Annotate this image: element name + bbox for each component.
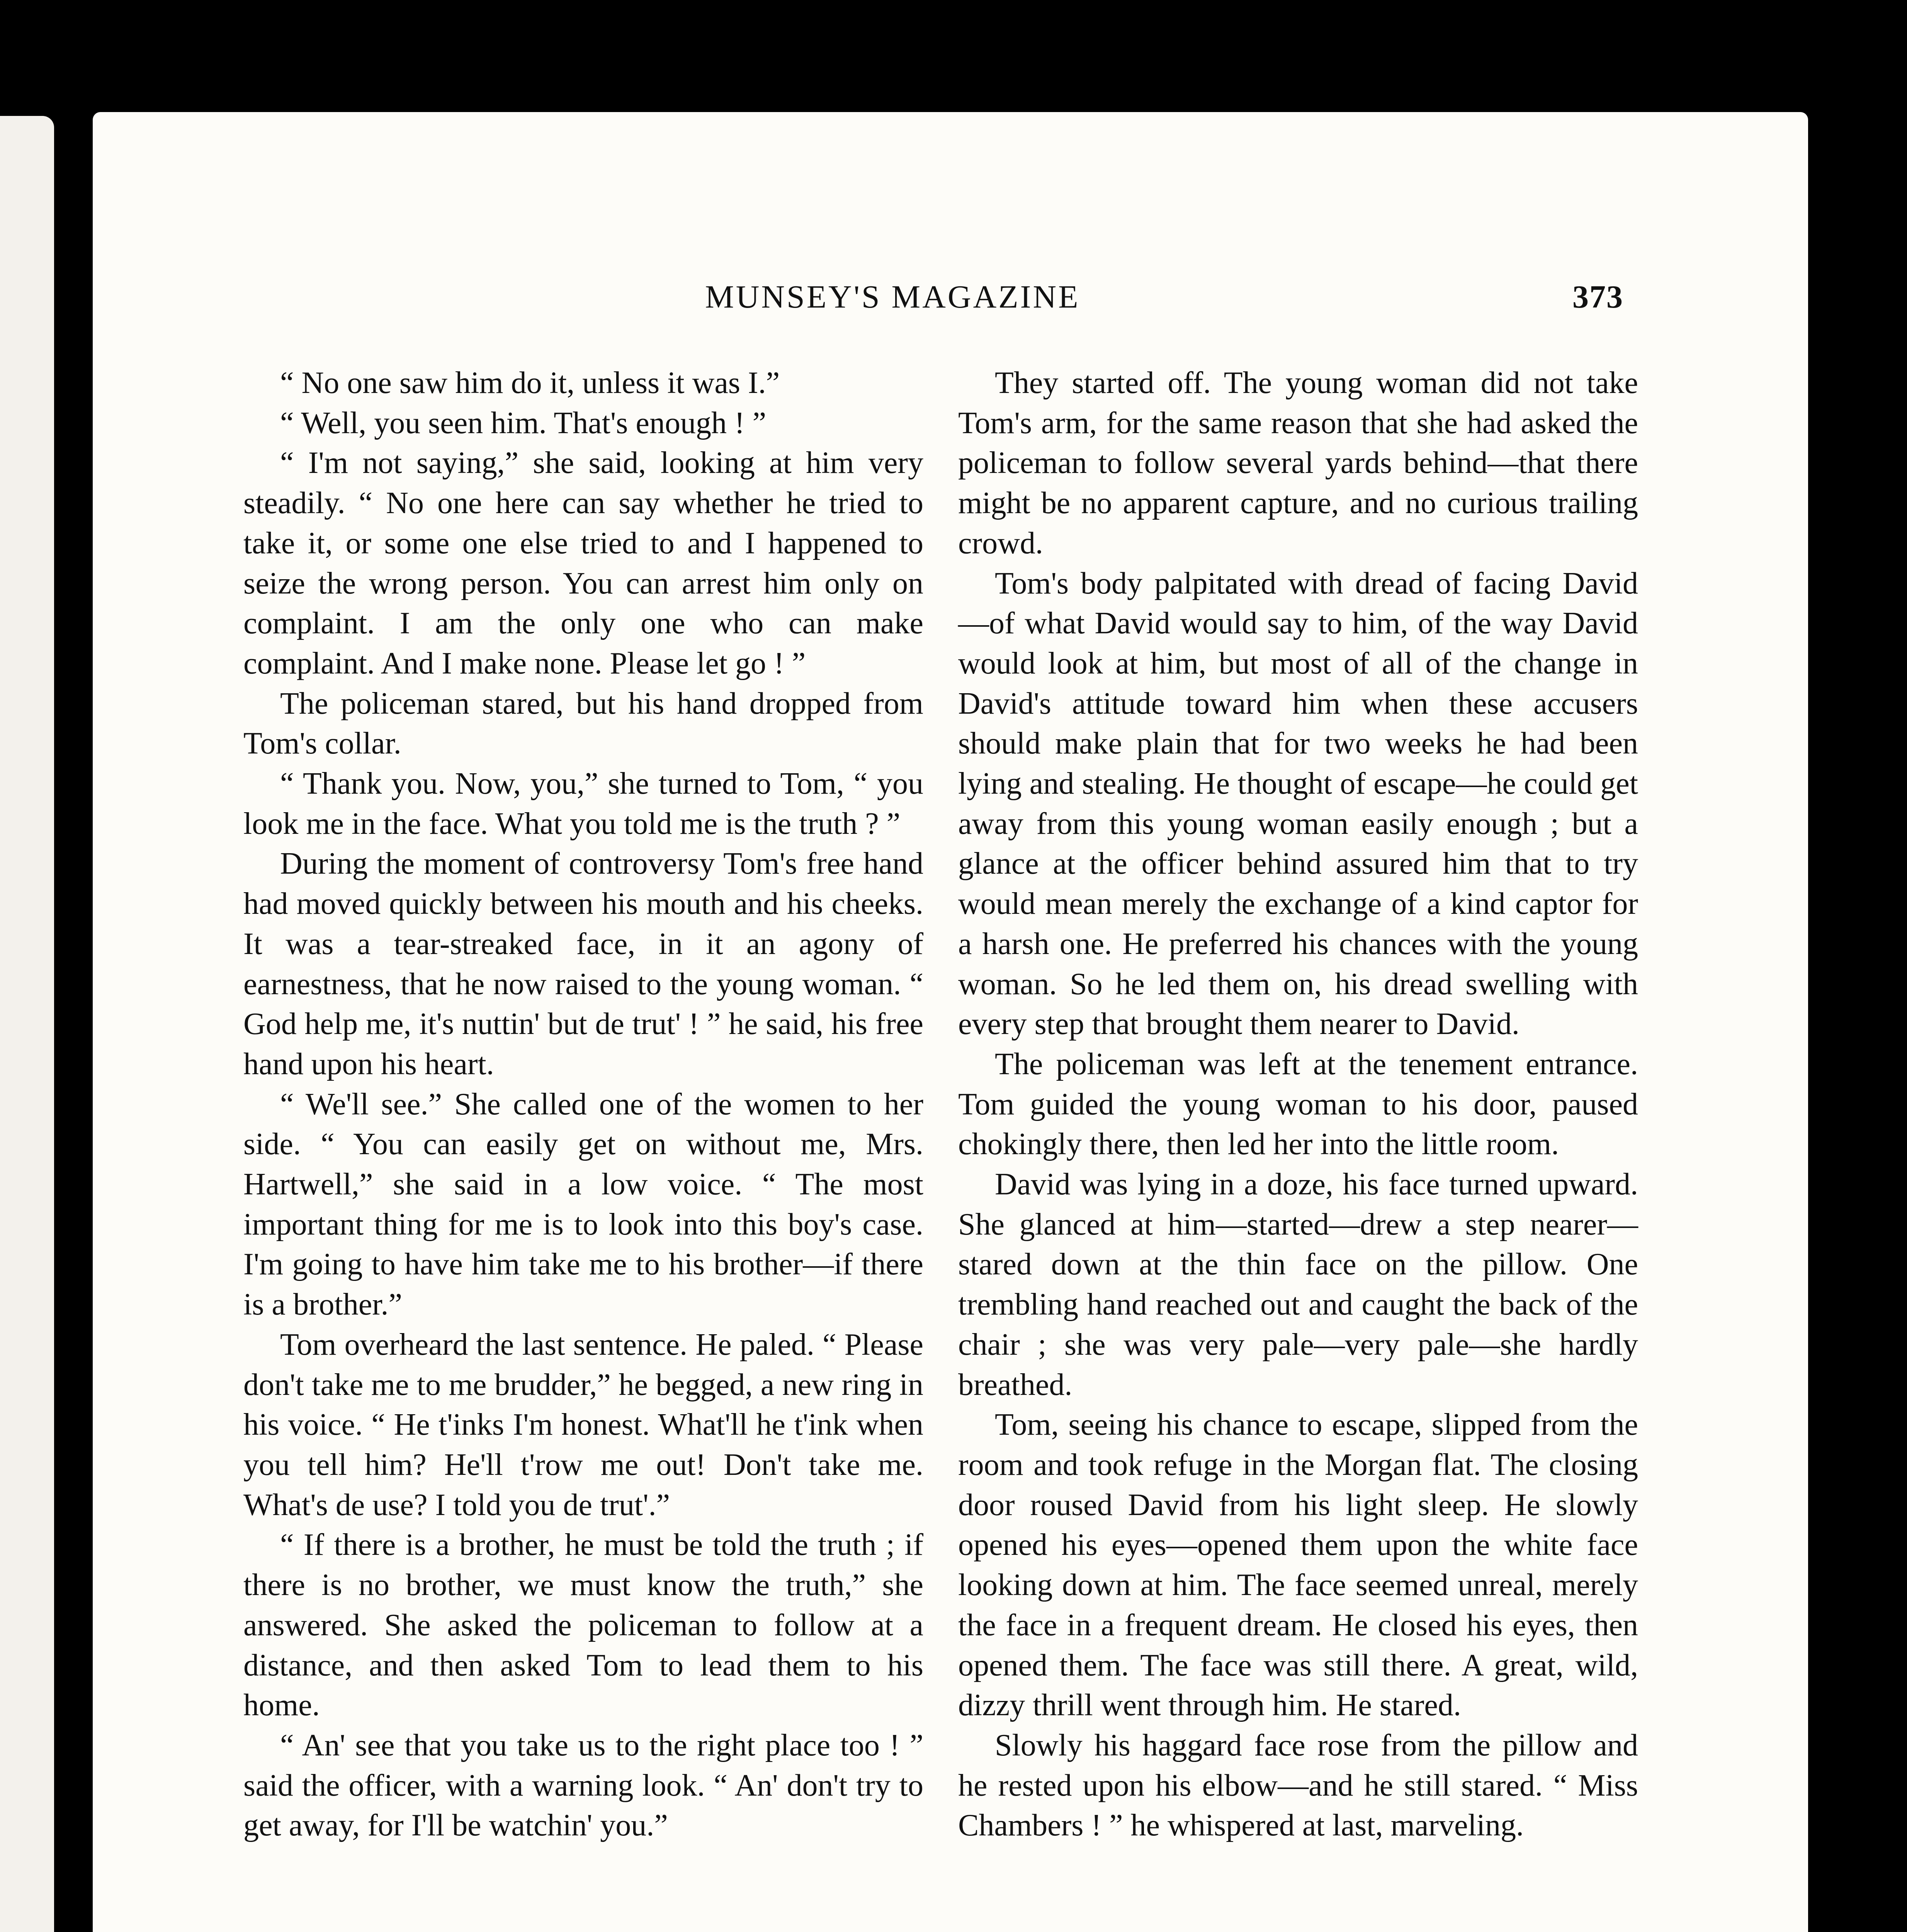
paragraph: “ No one saw him do it, unless it was I.” — [280, 366, 780, 400]
paragraph: The policeman stared, but his hand dropped from Tom's collar. — [243, 686, 923, 761]
magazine-page — [93, 112, 1808, 1932]
paragraph: “ An' see that you take us to the right place too ! ” said the officer, with a warning look. “ An' don't try to get away, for I'll be watchin' you.” — [243, 1728, 923, 1843]
paragraph: David was lying in a doze, his face turned upward. She glanced at him—started—drew a step nearer—stared down at the thin face on the pillow. One trembling hand reached out and caught the back of the chair ; she was very pale—very pale—she hardly breathed. — [958, 1167, 1638, 1402]
paragraph: Tom overheard the last sentence. He paled. “ Please don't take me to me brudder,” he begged, a new ring in his voice. “ He t'inks I'm honest. What'll he t'ink when you tell him? He'll t'row me out! Don't take me. What's de use? I told you de trut'.” — [243, 1327, 923, 1522]
magazine-title: MUNSEY'S MAGAZINE — [705, 279, 1080, 315]
paragraph: “ I'm not saying,” she said, looking at him very steadily. “ No one here can say whether he tried to take it, or some one else tried to and I happened to seize the wrong person. You can arrest him only on complaint. I am the only one who can make complaint. And I make none. Please let go ! ” — [243, 446, 923, 680]
previous-page-edge — [0, 116, 54, 1932]
page-number: 373 — [1572, 279, 1623, 315]
paragraph: Slowly his haggard face rose from the pillow and he rested upon his elbow—and he still stared. “ Miss Chambers ! ” he whispered at last, marveling. — [958, 1728, 1638, 1843]
paragraph: Tom, seeing his chance to escape, slipped from the room and took refuge in the Morgan flat. The closing door roused David from his light sleep. He slowly opened his eyes—opened them upon the white face looking down at him. The face seemed unreal, merely the face in a frequent dream. He closed his eyes, then opened them. The face was still there. A great, wild, dizzy thrill went through him. He stared. — [958, 1408, 1638, 1723]
paragraph: They started off. The young woman did not take Tom's arm, for the same reason that she had asked the policeman to follow several yards behind—that there might be no apparent capture, and no curious trailing crowd. — [958, 366, 1638, 560]
paragraph: The policeman was left at the tenement entrance. Tom guided the young woman to his door, paused chokingly there, then led her into the little room. — [958, 1047, 1638, 1162]
paragraph: “ Thank you. Now, you,” she turned to Tom, “ you look me in the face. What you told me is the truth ? ” — [243, 767, 923, 841]
paragraph: Tom's body palpitated with dread of facing David—of what David would say to him, of the way David would look at him, but most of all of the change in David's attitude toward him when these accusers should make plain that for two weeks he had been lying and stealing. He thought of escape—he could get away from this young woman easily enough ; but a glance at the officer behind assured him that to try would mean merely the exchange of a kind captor for a harsh one. He preferred his chances with the young woman. So he led them on, his dread swelling with every step that brought them nearer to David. — [958, 566, 1638, 1041]
paragraph: “ We'll see.” She called one of the women to her side. “ You can easily get on without me, Mrs. Hartwell,” she said in a low voice. “ The most important thing for me is to look into this boy's case. I'm going to have him take me to his brother—if there is a brother.” — [243, 1087, 923, 1322]
left-column — [243, 363, 923, 1846]
paragraph: “ If there is a brother, he must be told the truth ; if there is no brother, we must know the truth,” she answered. She asked the policeman to follow at a distance, and then asked Tom to lead them to his home. — [243, 1528, 923, 1723]
right-column — [958, 363, 1638, 1846]
paragraph: During the moment of controversy Tom's free hand had moved quickly between his mouth and his cheeks. It was a tear-streaked face, in it an agony of earnestness, that he now raised to the young woman. “ God help me, it's nuttin' but de trut' ! ” he said, his free hand upon his heart. — [243, 847, 923, 1081]
paragraph: “ Well, you seen him. That's enough ! ” — [280, 406, 767, 440]
